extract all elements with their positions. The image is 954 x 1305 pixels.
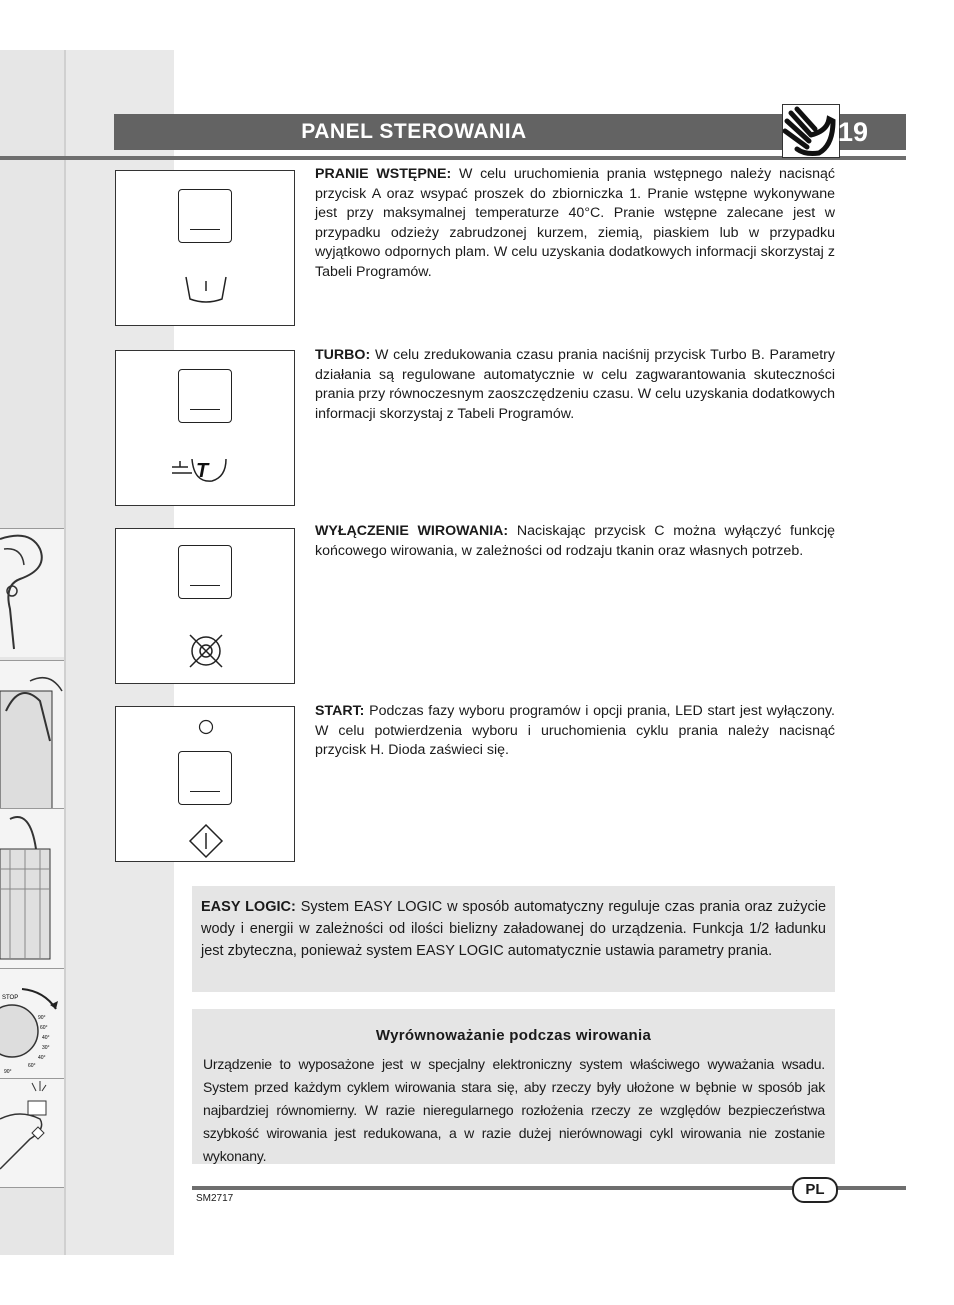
- dial-label-90: 90°: [38, 1015, 46, 1021]
- no-spin-button[interactable]: [178, 545, 232, 599]
- prewash-description: [315, 165, 835, 282]
- prewash-tub-icon: [182, 271, 230, 307]
- no-spin-panel: [115, 528, 295, 684]
- dial-label-30: 30°: [42, 1045, 50, 1051]
- easy-logic-paragraph: [201, 896, 826, 962]
- no-spin-icon: [184, 629, 228, 673]
- turbo-button[interactable]: [178, 369, 232, 423]
- no-spin-description: [315, 522, 835, 561]
- start-text: Podczas fazy wyboru programów i opcji prania, LED start jest wyłączony. W celu potwierdzenia wyboru i uruchomienia cyklu prania należy nacisnąć przycisk H. Dioda zaświeci się.: [315, 703, 835, 758]
- page-title: PANEL STEROWANIA: [301, 120, 527, 143]
- prewash-button[interactable]: [178, 189, 232, 243]
- sidebar-thumb-button: [0, 1078, 64, 1188]
- start-led-icon: [198, 719, 214, 735]
- prewash-panel: [115, 170, 295, 326]
- start-panel: [115, 706, 295, 862]
- prewash-text: W celu uruchomienia prania wstępnego należy nacisnąć przycisk A oraz wsypać proszek do zbiorniczka 1. Pranie wstępne wykonywane jest przy maksymalnej temperaturze 40°C. Pranie wstępne zalecane jest w przypadku odzieży zabrudzonej kurzem, ziemią, piaskiem lub w przypadku wyjątkowo odpornych plam. W celu uzyskania dodatkowych informacji skorzystaj z Tabeli Programów.: [315, 166, 835, 280]
- document-code: SM2717: [196, 1193, 234, 1204]
- sidebar-thumb-hose: [0, 528, 64, 657]
- sidebar-thumb-dial: [0, 968, 64, 1079]
- hose-illustration-icon: [0, 529, 64, 657]
- prewash-label: PRANIE WSTĘPNE:: [315, 166, 452, 182]
- dial-label-60b: 60°: [28, 1063, 36, 1069]
- easy-logic-label: EASY LOGIC:: [201, 899, 296, 915]
- press-button-icon: [0, 1079, 64, 1187]
- no-spin-text: Naciskając przycisk C można wyłączyć funkcję końcowego wirowania, w zależności od rodzaju tkanin oraz własnych potrzeb.: [315, 523, 835, 559]
- easy-logic-text: System EASY LOGIC w sposób automatyczny reguluje czas prania oraz zużycie wody i energii w zależności od ilości bielizny załadowanej do urządzenia. Funkcja 1/2 ładunku jest zbyteczna, ponieważ system EASY LOGIC automatycznie ustawia parametry prania.: [201, 899, 827, 959]
- sidebar-divider: [64, 50, 66, 1255]
- start-label: START:: [315, 703, 365, 719]
- start-diamond-icon: [188, 823, 224, 859]
- balancing-text: Urządzenie to wyposażone jest w specjalny elektroniczny system właściwego wyważania wsadu. System przed każdym cyklem wirowania stara się, aby rzeczy były ułożone w bębnie w sposób jak najbardziej równomierny. W razie nieregularnego rozłożenia rzeczy ze względów bezpieczeństwa szybkość wirowania jest redukowana, a w razie dużej nierównowagi cykl wirowania nie zostanie wykonany.: [203, 1056, 825, 1164]
- turbo-label: TURBO:: [315, 347, 371, 363]
- dial-label-stop: STOP: [2, 995, 19, 1001]
- machine-loading-icon: [0, 661, 64, 809]
- dial-label-40: 40°: [42, 1035, 50, 1041]
- sidebar-thumb-loading: [0, 660, 64, 809]
- svg-text:T: T: [196, 460, 209, 482]
- dial-label-40b: 40°: [38, 1055, 46, 1061]
- turbo-description: [315, 346, 835, 424]
- start-button[interactable]: [178, 751, 232, 805]
- drum-illustration-icon: [0, 809, 64, 969]
- easy-logic-box: [192, 886, 835, 992]
- hand-icon-box: [782, 104, 840, 158]
- turbo-panel: [115, 350, 295, 506]
- hand-icon: [783, 105, 839, 157]
- language-badge: PL: [792, 1177, 838, 1203]
- page-number: 19: [837, 117, 869, 147]
- header-rule: [0, 156, 906, 160]
- no-spin-label: WYŁĄCZENIE WIROWANIA:: [315, 523, 509, 539]
- program-dial-icon: [0, 969, 64, 1079]
- balancing-box: [192, 1009, 835, 1164]
- start-description: [315, 702, 835, 761]
- dial-label-60: 60°: [40, 1025, 48, 1031]
- turbo-icon: [170, 451, 234, 487]
- dial-label-90b: 90°: [4, 1069, 12, 1075]
- balancing-title: Wyrównoważanie podczas wirowania: [375, 1027, 652, 1044]
- sidebar-thumb-drum: [0, 808, 64, 969]
- turbo-text: W celu zredukowania czasu prania naciśnij przycisk Turbo B. Parametry działania są regulowane automatycznie w celu zagwarantowania skuteczności prania przy równoczesnym zaoszczędzeniu czasu. W celu uzyskania dodatkowych informacji skorzystaj z Tabeli Programów.: [315, 347, 835, 422]
